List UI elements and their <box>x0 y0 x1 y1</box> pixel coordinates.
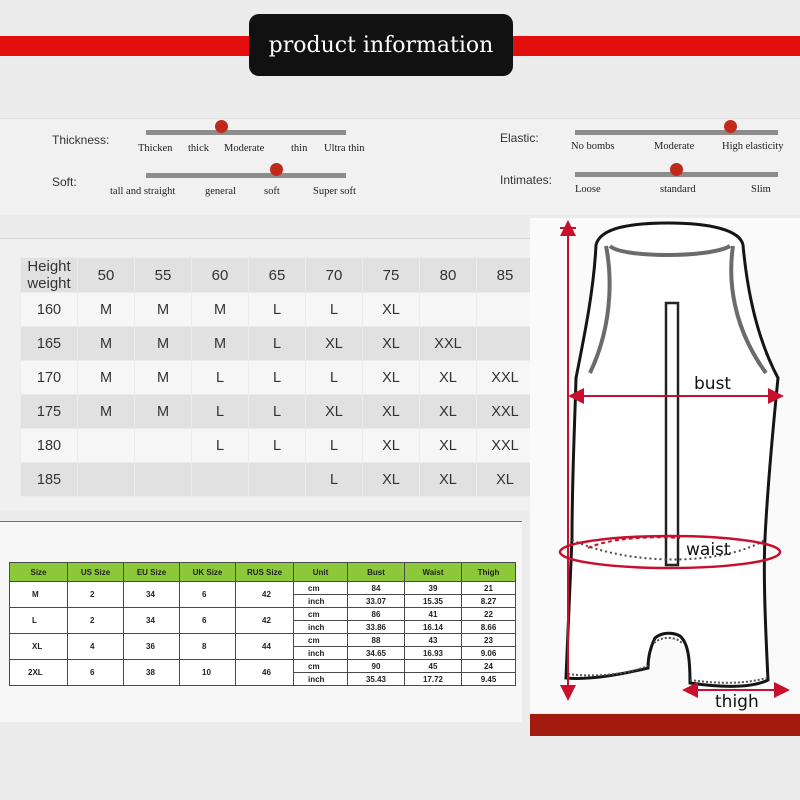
size-cell: XL <box>306 395 363 429</box>
waist-cell: 16.14 <box>405 621 462 634</box>
thickness-option: Ultra thin <box>324 143 365 154</box>
intimates-indicator <box>670 163 683 176</box>
uk-size-cell: 6 <box>180 582 236 608</box>
size-cell <box>135 463 192 497</box>
table-header-row <box>21 258 534 293</box>
weight-header: 60 <box>192 258 249 293</box>
intimates-option: standard <box>660 184 696 195</box>
thigh-measure-label: thigh <box>715 692 759 712</box>
soft-indicator <box>270 163 283 176</box>
bust-cell: 88 <box>348 634 405 647</box>
size-cell: M <box>78 293 135 327</box>
size-cell: L <box>249 327 306 361</box>
eu-size-cell: 38 <box>124 660 180 686</box>
bust-cell: 84 <box>348 582 405 595</box>
waist-cell: 43 <box>405 634 462 647</box>
bodysuit-outline-icon <box>530 218 800 713</box>
soft-option: general <box>205 186 236 197</box>
weight-header: 65 <box>249 258 306 293</box>
intimates-option: Loose <box>575 184 601 195</box>
weight-header: 75 <box>363 258 420 293</box>
size-cell: XXL <box>477 429 534 463</box>
size-cell <box>192 463 249 497</box>
table-corner-header <box>21 258 78 293</box>
thigh-cell: 9.06 <box>462 647 516 660</box>
thigh-cell: 21 <box>462 582 516 595</box>
size-cell <box>249 463 306 497</box>
thigh-cell: 22 <box>462 608 516 621</box>
size-cell: XL <box>363 361 420 395</box>
bust-cell: 34.65 <box>348 647 405 660</box>
size-cell: L <box>192 361 249 395</box>
size-cell: XXL <box>420 327 477 361</box>
size-cell: M <box>135 361 192 395</box>
unit-cell: cm <box>294 660 348 673</box>
bust-cell: 35.43 <box>348 673 405 686</box>
size-conversion-table <box>9 562 516 686</box>
size-cell: XL <box>363 429 420 463</box>
thickness-option: Moderate <box>224 143 265 154</box>
column-header: Waist <box>405 563 462 582</box>
table-row <box>21 429 534 463</box>
table-row <box>10 608 516 621</box>
size-cell: M <box>192 327 249 361</box>
thigh-cell: 8.27 <box>462 595 516 608</box>
waist-cell: 45 <box>405 660 462 673</box>
elastic-indicator <box>724 120 737 133</box>
waist-cell: 41 <box>405 608 462 621</box>
weight-header: 80 <box>420 258 477 293</box>
height-cell: 180 <box>21 429 78 463</box>
thickness-option: thin <box>291 143 308 154</box>
size-cell: L <box>249 361 306 395</box>
size-cell: L <box>10 608 68 634</box>
waist-cell: 15.35 <box>405 595 462 608</box>
column-header: US Size <box>68 563 124 582</box>
size-cell: L <box>192 395 249 429</box>
weight-header: 85 <box>477 258 534 293</box>
size-cell: XL <box>420 463 477 497</box>
unit-cell: inch <box>294 595 348 608</box>
column-header: Thigh <box>462 563 516 582</box>
unit-cell: inch <box>294 647 348 660</box>
size-cell: XL <box>306 327 363 361</box>
height-weight-size-table <box>20 257 534 497</box>
height-cell: 185 <box>21 463 78 497</box>
size-cell: XL <box>420 395 477 429</box>
soft-option: soft <box>264 186 280 197</box>
table-row <box>21 327 534 361</box>
intimates-option: Slim <box>751 184 771 195</box>
size-cell: XL <box>363 327 420 361</box>
header-height: Height <box>27 258 71 275</box>
size-cell: M <box>78 361 135 395</box>
waist-cell: 39 <box>405 582 462 595</box>
bust-cell: 90 <box>348 660 405 673</box>
column-header: Bust <box>348 563 405 582</box>
bust-cell: 86 <box>348 608 405 621</box>
elastic-track <box>575 130 778 135</box>
soft-option: tall and straight <box>110 186 176 197</box>
table-row <box>10 634 516 647</box>
us-size-cell: 2 <box>68 608 124 634</box>
rus-size-cell: 42 <box>236 582 294 608</box>
page-title <box>249 14 513 76</box>
table-row <box>10 660 516 673</box>
bust-cell: 33.86 <box>348 621 405 634</box>
table-row <box>10 582 516 595</box>
column-header: RUS Size <box>236 563 294 582</box>
waist-cell: 17.72 <box>405 673 462 686</box>
column-header: Unit <box>294 563 348 582</box>
thigh-cell: 23 <box>462 634 516 647</box>
thickness-label: Thickness: <box>52 133 110 147</box>
elastic-option: Moderate <box>654 141 695 152</box>
weight-header: 55 <box>135 258 192 293</box>
elastic-label: Elastic: <box>500 131 539 145</box>
size-cell: XL <box>363 395 420 429</box>
uk-size-cell: 10 <box>180 660 236 686</box>
size-cell <box>78 429 135 463</box>
size-cell: L <box>306 429 363 463</box>
unit-cell: cm <box>294 582 348 595</box>
waist-cell: 16.93 <box>405 647 462 660</box>
size-cell <box>78 463 135 497</box>
size-cell: M <box>78 395 135 429</box>
rus-size-cell: 44 <box>236 634 294 660</box>
size-cell: XL <box>420 361 477 395</box>
header-weight: weight <box>27 275 71 292</box>
rus-size-cell: 42 <box>236 608 294 634</box>
weight-header: 50 <box>78 258 135 293</box>
soft-track <box>146 173 346 178</box>
us-size-cell: 6 <box>68 660 124 686</box>
table-row <box>21 293 534 327</box>
unit-cell: inch <box>294 621 348 634</box>
size-cell: M <box>135 293 192 327</box>
unit-cell: cm <box>294 608 348 621</box>
table-row <box>21 361 534 395</box>
size-cell <box>135 429 192 463</box>
height-cell: 160 <box>21 293 78 327</box>
height-cell: 165 <box>21 327 78 361</box>
bust-measure-label: bust <box>694 374 732 394</box>
size-cell: XXL <box>477 361 534 395</box>
column-header: Size <box>10 563 68 582</box>
eu-size-cell: 34 <box>124 608 180 634</box>
thigh-cell: 8.66 <box>462 621 516 634</box>
size-cell: L <box>192 429 249 463</box>
unit-cell: cm <box>294 634 348 647</box>
thickness-option: Thicken <box>138 143 173 154</box>
size-cell: L <box>306 361 363 395</box>
soft-option: Super soft <box>313 186 356 197</box>
waist-measure-label: waist <box>686 540 731 560</box>
unit-cell: inch <box>294 673 348 686</box>
size-cell: M <box>10 582 68 608</box>
column-header: UK Size <box>180 563 236 582</box>
thickness-option: thick <box>188 143 209 154</box>
uk-size-cell: 8 <box>180 634 236 660</box>
bust-cell: 33.07 <box>348 595 405 608</box>
soft-label: Soft: <box>52 175 77 189</box>
elastic-option: No bombs <box>571 141 615 152</box>
height-cell: 175 <box>21 395 78 429</box>
rus-size-cell: 46 <box>236 660 294 686</box>
size-cell: XL <box>10 634 68 660</box>
size-cell: L <box>249 395 306 429</box>
height-cell: 170 <box>21 361 78 395</box>
thigh-cell: 9.45 <box>462 673 516 686</box>
intimates-label: Intimates: <box>500 173 553 187</box>
size-cell: XL <box>363 463 420 497</box>
size-cell <box>477 327 534 361</box>
size-cell: L <box>306 293 363 327</box>
size-cell <box>477 293 534 327</box>
elastic-option: High elasticity <box>722 141 784 152</box>
size-table-header-row <box>10 563 516 582</box>
weight-header: 70 <box>306 258 363 293</box>
uk-size-cell: 6 <box>180 608 236 634</box>
us-size-cell: 2 <box>68 582 124 608</box>
size-cell: L <box>249 293 306 327</box>
thigh-cell: 24 <box>462 660 516 673</box>
size-cell: 2XL <box>10 660 68 686</box>
size-cell: L <box>249 429 306 463</box>
thickness-indicator <box>215 120 228 133</box>
size-cell: XL <box>363 293 420 327</box>
size-cell: XXL <box>477 395 534 429</box>
size-cell: M <box>78 327 135 361</box>
size-cell: M <box>192 293 249 327</box>
size-cell: M <box>135 395 192 429</box>
column-header: EU Size <box>124 563 180 582</box>
table-row <box>21 395 534 429</box>
size-cell: XL <box>477 463 534 497</box>
bottom-accent-bar <box>530 714 800 736</box>
size-cell: XL <box>420 429 477 463</box>
size-cell: L <box>306 463 363 497</box>
size-cell <box>420 293 477 327</box>
size-cell: M <box>135 327 192 361</box>
thickness-track <box>146 130 346 135</box>
eu-size-cell: 34 <box>124 582 180 608</box>
table-row <box>21 463 534 497</box>
page-title-text: product information <box>268 32 494 58</box>
us-size-cell: 4 <box>68 634 124 660</box>
eu-size-cell: 36 <box>124 634 180 660</box>
